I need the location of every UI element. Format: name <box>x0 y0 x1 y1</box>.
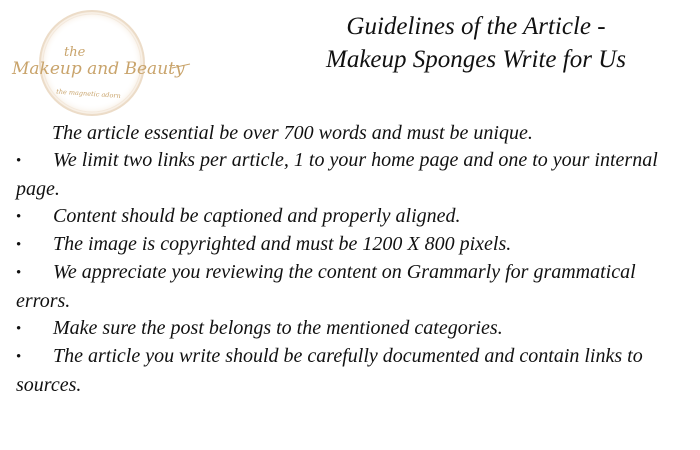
guideline-list <box>16 147 684 399</box>
list-item <box>16 343 684 399</box>
list-item-text: The image is copyrighted and must be 1200 X 800 pixels. <box>53 233 512 256</box>
list-item <box>16 315 684 343</box>
intro-paragraph: The article essential be over 700 words and must be unique. <box>52 122 533 144</box>
title-line-1: Guidelines of the Article - <box>346 13 606 40</box>
bullet-icon: • <box>16 237 22 254</box>
list-item <box>16 147 684 203</box>
list-item-text: We appreciate you reviewing the content on Grammarly for grammatical errors. <box>16 261 636 312</box>
brand-logo <box>4 6 194 122</box>
logo-emblem-icon <box>4 6 194 122</box>
list-item <box>16 259 684 315</box>
list-item <box>16 231 684 259</box>
list-item-text: Content should be captioned and properly aligned. <box>53 204 461 227</box>
bullet-icon: • <box>16 265 22 282</box>
logo-tagline: the magnetic adorn <box>55 87 121 100</box>
list-item-text: Make sure the post belongs to the mentioned categories. <box>53 317 503 340</box>
bullet-icon: • <box>16 349 22 366</box>
list-item-text: The article you write should be carefully documented and contain links to sources. <box>16 345 643 396</box>
guidelines-content <box>16 120 684 399</box>
bullet-icon: • <box>16 321 22 338</box>
logo-top-text: the <box>64 45 86 60</box>
bullet-icon: • <box>16 153 22 170</box>
logo-main-text: Makeup and Beauty <box>12 59 185 79</box>
page-title <box>262 10 690 76</box>
list-item-text: We limit two links per article, 1 to your home page and one to your internal page. <box>16 149 658 200</box>
list-item <box>16 203 684 231</box>
bullet-icon: • <box>16 208 22 225</box>
title-line-2: Makeup Sponges Write for Us <box>326 46 626 73</box>
